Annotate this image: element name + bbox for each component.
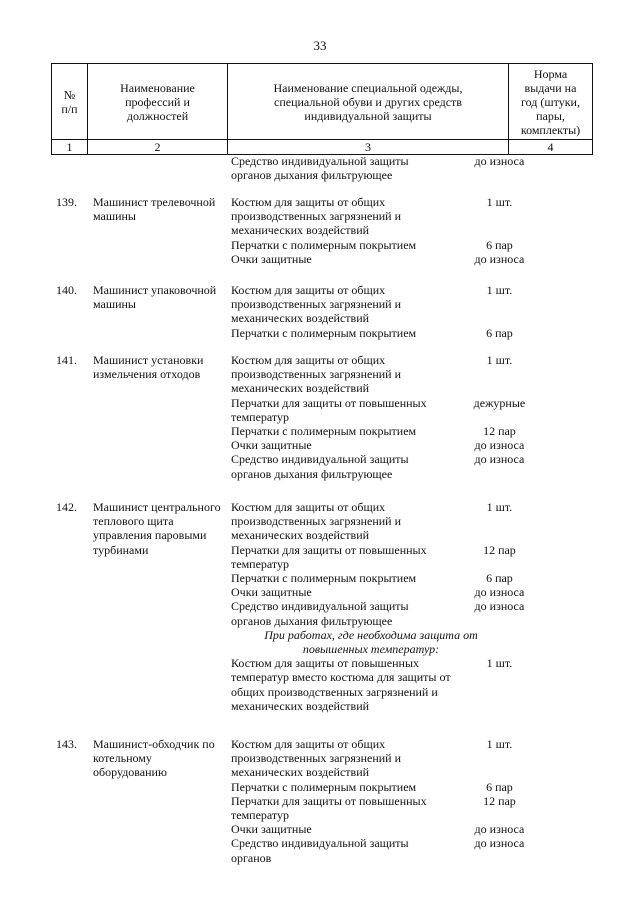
ppe-item-norm: 6 пар [486, 779, 513, 794]
ppe-item-name: Средство индивидуальной защиты органов дыхания фильтрующее [231, 452, 409, 481]
conditional-note: При работах, где необходима защита от повышенных температур: [264, 627, 478, 657]
ppe-item-norm: 6 пар [486, 571, 513, 586]
ppe-item [231, 438, 525, 453]
ppe-item-norm: 6 пар [486, 237, 513, 252]
row-number: 142. [56, 500, 77, 514]
ppe-item [231, 251, 525, 266]
ppe-item-norm: 1 шт. [486, 656, 513, 671]
ppe-item-name: Перчатки для защиты от повышенных температур [231, 542, 427, 571]
ppe-item-norm: 12 пар [483, 542, 516, 557]
ppe-item [231, 353, 511, 396]
ppe-item [231, 424, 516, 439]
header-num-4: 4 [509, 140, 593, 155]
row-number: 139. [56, 195, 77, 209]
ppe-item-norm: до износа [474, 154, 525, 168]
ppe-item-norm: 1 шт. [486, 283, 513, 297]
row-number: 143. [56, 737, 77, 751]
profession-name: Машинист установки измельчения отходов [93, 353, 204, 382]
ppe-item [231, 195, 511, 238]
ppe-item-name: Костюм для защиты от общих производственных загрязнений и механических воздействий [231, 500, 402, 543]
ppe-item [231, 154, 525, 183]
ppe-item [231, 500, 511, 543]
ppe-item [231, 326, 511, 340]
profession-name: Машинист центрального теплового щита управления паровыми турбинами [93, 500, 221, 557]
ppe-item-name: Перчатки для защиты от повышенных температур [231, 395, 427, 424]
ppe-list [231, 500, 525, 713]
ppe-item [231, 599, 525, 628]
ppe-item-norm: 1 шт. [486, 195, 513, 209]
ppe-item [231, 542, 516, 571]
ppe-item [231, 571, 511, 585]
ppe-item [231, 780, 511, 794]
ppe-list [231, 737, 525, 865]
ppe-item-name: Костюм для защиты от общих производственных загрязнений и механических воздействий [231, 283, 402, 326]
ppe-item-norm: до износа [474, 599, 525, 614]
ppe-item [231, 822, 525, 837]
ppe-item-name: Средство индивидуальной защиты органов [231, 836, 409, 865]
ppe-item-name: Очки защитные [231, 585, 312, 600]
row-number: 141. [56, 353, 77, 367]
ppe-item-name: Костюм для защиты от общих производственных загрязнений и механических воздействий [231, 737, 402, 780]
ppe-item-name: Очки защитные [231, 438, 312, 453]
ppe-item-norm: 6 пар [486, 325, 513, 340]
header-num-1: 1 [52, 140, 88, 155]
ppe-item-name: Перчатки с полимерным покрытием [231, 325, 417, 340]
ppe-item [231, 452, 525, 481]
header-col-norm: Норма выдачи на год (штуки, пары, комплекты) [509, 64, 593, 140]
ppe-item [231, 836, 525, 865]
page-number: 33 [313, 38, 327, 53]
ppe-item-name: Костюм для защиты от повышенных температур вместо костюма для защиты от общих производственных загрязнений и механических воздействий [231, 656, 451, 713]
ppe-item-norm: до износа [474, 438, 525, 453]
ppe-item-name: Перчатки с полимерным покрытием [231, 571, 417, 586]
ppe-item-norm: 1 шт. [486, 737, 513, 751]
ppe-item-name: Перчатки с полимерным покрытием [231, 779, 417, 794]
ppe-list [231, 353, 526, 481]
header-num-2: 2 [88, 140, 228, 155]
header-col-items: Наименование специальной одежды, специальной обуви и других средств индивидуальной защиты [228, 64, 509, 140]
ppe-list [231, 195, 525, 266]
ppe-item-name: Костюм для защиты от общих производственных загрязнений и механических воздействий [231, 353, 402, 396]
ppe-item [231, 793, 516, 823]
ppe-item-name: Средство индивидуальной защиты органов дыхания фильтрующее [231, 154, 409, 183]
ppe-list [231, 154, 525, 183]
ppe-item-norm: до износа [474, 251, 525, 266]
row-number: 140. [56, 283, 77, 297]
profession-name: Машинист-обходчик по котельному оборудованию [93, 737, 215, 780]
ppe-item-name: Перчатки для защиты от повышенных температур [231, 793, 427, 823]
ppe-item-name: Перчатки с полимерным покрытием [231, 237, 417, 252]
ppe-item-norm: 12 пар [483, 424, 516, 439]
ppe-item-norm: до износа [474, 822, 525, 837]
header-num-3: 3 [228, 140, 509, 155]
ppe-item [231, 283, 511, 326]
ppe-item-norm: дежурные [473, 395, 526, 410]
ppe-item-norm: 1 шт. [486, 353, 513, 367]
ppe-item-norm: до износа [474, 585, 525, 600]
ppe-item-name: Костюм для защиты от общих производственных загрязнений и механических воздействий [231, 195, 402, 238]
ppe-item-norm: 12 пар [483, 793, 516, 808]
ppe-item [231, 585, 525, 600]
ppe-item [231, 737, 511, 780]
header-col-number: № п/п [52, 64, 88, 140]
ppe-item-norm: 1 шт. [486, 500, 513, 514]
ppe-item-name: Очки защитные [231, 822, 312, 837]
profession-name: Машинист трелевочной машины [93, 195, 216, 224]
ppe-item [231, 238, 511, 252]
ppe-item-name: Средство индивидуальной защиты органов дыхания фильтрующее [231, 599, 409, 628]
ppe-item-name: Перчатки с полимерным покрытием [231, 424, 417, 439]
profession-name: Машинист упаковочной машины [93, 283, 217, 312]
ppe-list [231, 283, 511, 340]
ppe-item [231, 395, 526, 424]
ppe-item-name: Очки защитные [231, 251, 312, 266]
ppe-item-norm: до износа [474, 452, 525, 467]
ppe-item-norm: до износа [474, 836, 525, 851]
table-header [51, 63, 593, 155]
ppe-item [231, 656, 511, 713]
header-col-profession: Наименование профессий и должностей [88, 64, 228, 140]
